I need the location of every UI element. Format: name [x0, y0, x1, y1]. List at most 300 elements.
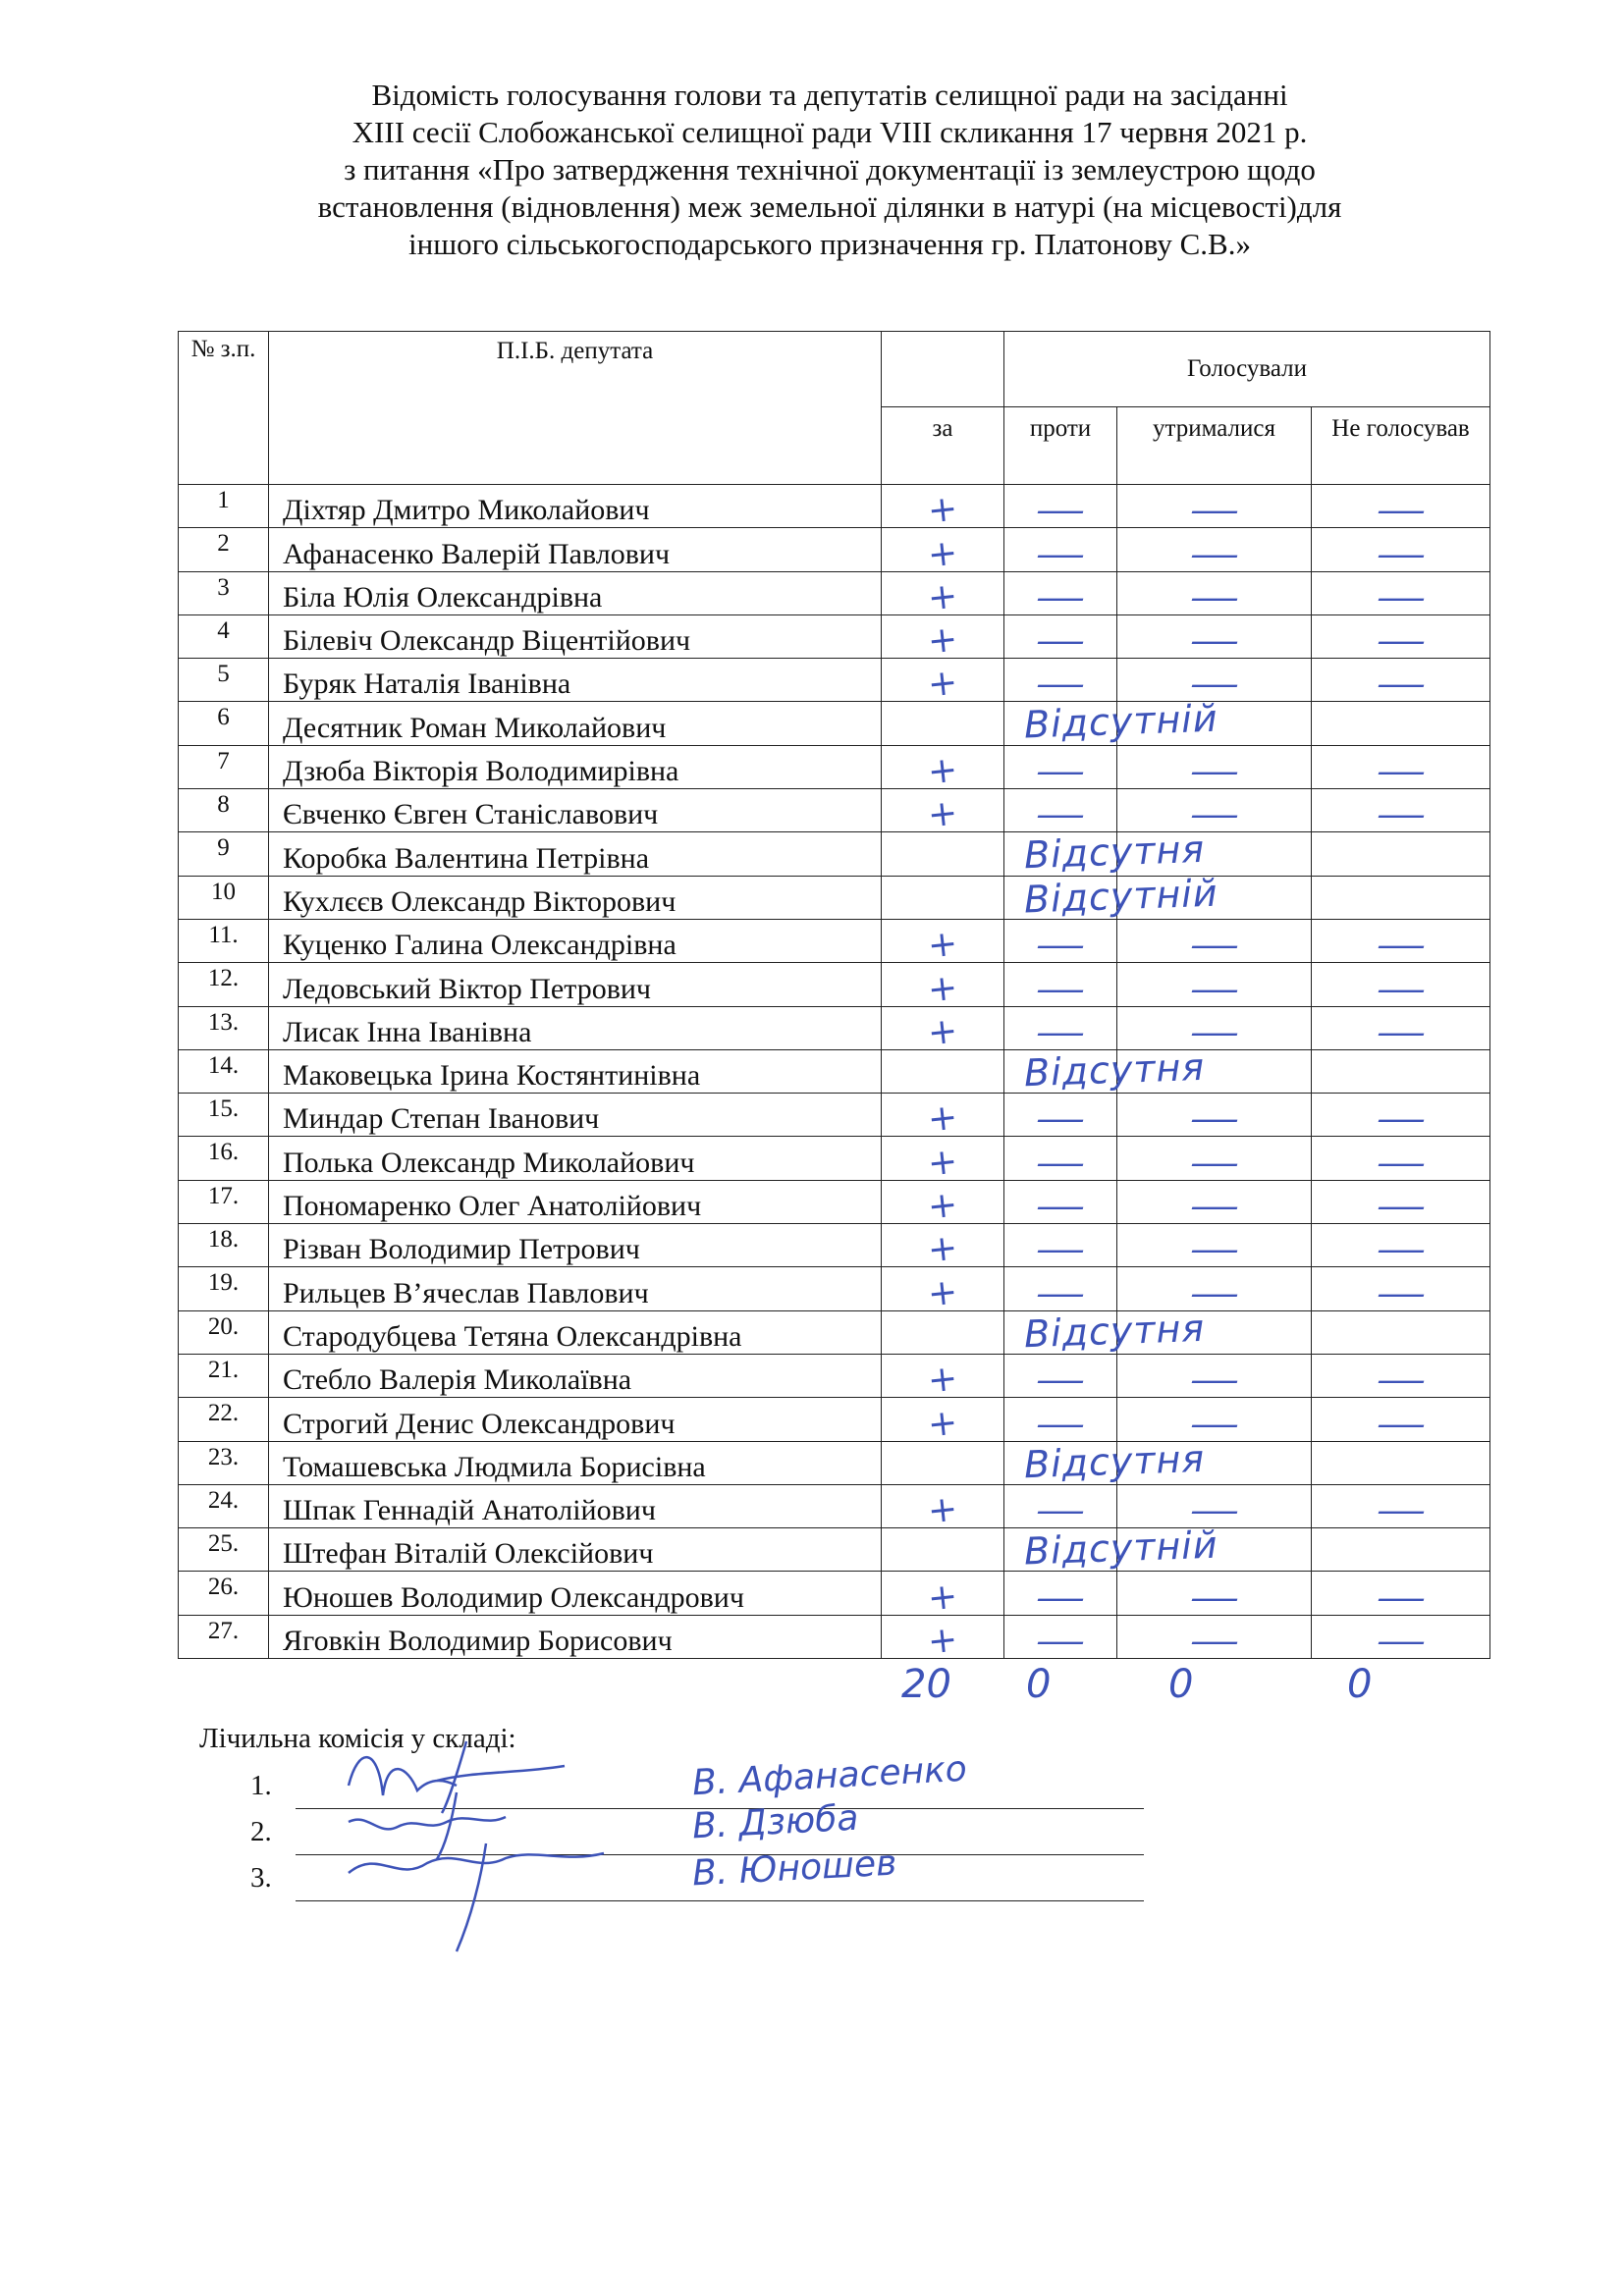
vote-against-cell [1004, 1044, 1206, 1095]
title-line: встановлення (відновлення) меж земельної ділянки в натурі (на місцевості)для [317, 189, 1342, 224]
vote-abstained-mark: — [1189, 1143, 1239, 1183]
vote-for-mark: + [925, 663, 960, 706]
vote-against-mark: — [1035, 1361, 1086, 1401]
vote-against-cell [1004, 1137, 1117, 1183]
table-row [179, 876, 1490, 919]
table-row [179, 1484, 1490, 1527]
row-number: 24. [179, 1484, 269, 1527]
vote-for-mark: + [925, 923, 960, 967]
row-number: 8 [179, 789, 269, 832]
vote-abstained-cell [1117, 614, 1312, 662]
deputy-name: Томашевська Людмила Борисівна [269, 1441, 882, 1484]
deputy-name: Стародубцева Тетяна Олександрівна [269, 1310, 882, 1354]
vote-abstained-cell [1117, 1441, 1312, 1484]
row-number: 5 [179, 659, 269, 702]
title-line: іншого сільськогосподарського призначення гр. Платонову С.В.» [408, 227, 1251, 261]
row-number: 4 [179, 614, 269, 658]
vote-not-voted-mark: — [1376, 926, 1427, 966]
absent-note: Відсутня [1023, 828, 1206, 878]
table-row [179, 1572, 1490, 1615]
vote-against-cell [1004, 1522, 1219, 1574]
member-number: 2. [250, 1816, 272, 1847]
vote-abstained-mark: — [1189, 1577, 1239, 1618]
row-number: 18. [179, 1224, 269, 1267]
vote-for-cell [882, 1528, 1004, 1572]
vote-abstained-cell [1117, 1310, 1312, 1354]
header-against: проти [1004, 407, 1117, 485]
table-row [179, 1615, 1490, 1658]
vote-for-cell [882, 745, 1004, 793]
vote-not-voted-mark: — [1376, 1361, 1427, 1401]
header-number: № з.п. [179, 332, 269, 485]
deputy-name: Стебло Валерія Миколаївна [269, 1354, 882, 1397]
vote-for-cell [882, 789, 1004, 836]
vote-for-mark: + [925, 575, 960, 619]
vote-against-mark: — [1035, 752, 1086, 792]
vote-against-mark: — [1035, 534, 1086, 574]
vote-abstained-mark: — [1189, 969, 1239, 1009]
vote-not-voted-mark: — [1376, 752, 1427, 792]
vote-for-cell [882, 963, 1004, 1011]
vote-abstained-cell [1117, 1267, 1312, 1313]
vote-abstained-mark: — [1189, 795, 1239, 835]
vote-not-voted-cell [1312, 1137, 1490, 1183]
vote-against-mark: — [1035, 1273, 1086, 1313]
vote-against-mark: — [1035, 491, 1086, 531]
vote-abstained-mark: — [1189, 1361, 1239, 1401]
deputy-name: Буряк Наталія Іванівна [269, 659, 882, 702]
table-row [179, 832, 1490, 876]
vote-for-cell [882, 1006, 1004, 1054]
vote-abstained-mark: — [1189, 1099, 1239, 1140]
vote-not-voted-cell [1312, 832, 1490, 876]
vote-against-mark: — [1035, 1187, 1086, 1227]
title-line: з питання «Про затвердження технічної документації із землеустрою щодо [344, 152, 1316, 187]
vote-against-mark: — [1035, 926, 1086, 966]
commission-member-row [250, 1842, 1144, 1901]
vote-abstained-mark: — [1189, 621, 1239, 662]
vote-for-mark: + [925, 1184, 960, 1228]
table-row [179, 1528, 1490, 1572]
vote-for-mark: + [925, 1010, 960, 1054]
vote-abstained-cell [1117, 1528, 1312, 1572]
vote-against-cell [1004, 789, 1117, 835]
row-number: 23. [179, 1441, 269, 1484]
deputy-name: Різван Володимир Петрович [269, 1224, 882, 1267]
table-row [179, 745, 1490, 788]
absent-note: Відсутній [1023, 697, 1219, 747]
vote-not-voted-cell [1312, 1094, 1490, 1140]
vote-against-mark: — [1035, 1143, 1086, 1183]
deputy-name: Маковецька Ірина Костянтинівна [269, 1049, 882, 1093]
table-row [179, 485, 1490, 528]
table-row [179, 1441, 1490, 1484]
vote-against-cell [1004, 1615, 1117, 1662]
table-row [179, 963, 1490, 1006]
vote-against-cell [1004, 614, 1117, 662]
row-number: 14. [179, 1049, 269, 1093]
vote-for-cell [882, 571, 1004, 619]
row-number: 6 [179, 702, 269, 745]
total-against: 0 [1026, 1662, 1052, 1707]
vote-against-cell [1004, 1354, 1117, 1401]
vote-abstained-cell [1117, 702, 1312, 745]
vote-not-voted-cell [1312, 745, 1490, 792]
table-row [179, 1310, 1490, 1354]
vote-not-voted-mark: — [1376, 1012, 1427, 1052]
vote-against-cell [1004, 963, 1117, 1009]
vote-against-cell [1004, 1006, 1117, 1052]
absent-note: Відсутня [1023, 1436, 1206, 1486]
vote-for-mark: + [925, 618, 960, 663]
row-number: 19. [179, 1267, 269, 1310]
vote-abstained-cell [1117, 1354, 1312, 1401]
deputy-name: Шпак Геннадій Анатолійович [269, 1484, 882, 1527]
table-row [179, 1180, 1490, 1223]
vote-against-cell [1004, 571, 1117, 617]
counting-commission-label: Лічильна комісія у складі: [199, 1723, 516, 1754]
vote-for-cell [882, 1224, 1004, 1271]
vote-abstained-mark: — [1189, 577, 1239, 617]
vote-not-voted-cell [1312, 614, 1490, 662]
deputy-name: Миндар Степан Іванович [269, 1094, 882, 1137]
vote-against-cell [1004, 697, 1219, 747]
vote-not-voted-mark: — [1376, 665, 1427, 705]
table-row [179, 1398, 1490, 1441]
vote-abstained-cell [1117, 1572, 1312, 1618]
vote-against-cell [1004, 528, 1117, 574]
total-for: 20 [901, 1662, 951, 1707]
vote-for-cell [882, 614, 1004, 663]
vote-not-voted-cell [1312, 1354, 1490, 1401]
row-number: 13. [179, 1006, 269, 1049]
table-row [179, 614, 1490, 658]
vote-abstained-cell [1117, 1180, 1312, 1227]
vote-not-voted-cell [1312, 1484, 1490, 1531]
deputy-name: Штефан Віталій Олексійович [269, 1528, 882, 1572]
vote-not-voted-cell [1312, 1398, 1490, 1444]
row-number: 26. [179, 1572, 269, 1615]
vote-not-voted-cell [1312, 789, 1490, 835]
vote-not-voted-mark: — [1376, 1273, 1427, 1313]
vote-for-mark: + [925, 967, 960, 1011]
vote-abstained-cell [1117, 571, 1312, 617]
deputy-name: Юношев Володимир Олександрович [269, 1572, 882, 1615]
vote-abstained-mark: — [1189, 491, 1239, 531]
vote-not-voted-cell [1312, 1572, 1490, 1618]
vote-abstained-cell [1117, 485, 1312, 531]
vote-not-voted-cell [1312, 1310, 1490, 1354]
vote-for-mark: + [925, 1575, 960, 1620]
vote-not-voted-mark: — [1376, 1099, 1427, 1140]
vote-against-mark: — [1035, 1491, 1086, 1531]
header-not-voted: Не голосував [1312, 407, 1490, 485]
row-number: 11. [179, 919, 269, 962]
deputy-name: Десятник Роман Миколайович [269, 702, 882, 745]
table-row [179, 789, 1490, 832]
vote-not-voted-mark: — [1376, 621, 1427, 662]
vote-not-voted-cell [1312, 528, 1490, 574]
row-number: 22. [179, 1398, 269, 1441]
table-row [179, 1354, 1490, 1397]
vote-for-cell [882, 1398, 1004, 1445]
vote-not-voted-cell [1312, 1180, 1490, 1227]
vote-not-voted-mark: — [1376, 1230, 1427, 1270]
vote-against-mark: — [1035, 1230, 1086, 1270]
document-title [118, 77, 1542, 263]
row-number: 17. [179, 1180, 269, 1223]
vote-against-mark: — [1035, 795, 1086, 835]
vote-for-mark: + [925, 1358, 960, 1402]
vote-for-cell [882, 832, 1004, 876]
vote-not-voted-cell [1312, 1006, 1490, 1052]
vote-abstained-mark: — [1189, 534, 1239, 574]
member-handwritten-name: В. Юношев [691, 1842, 898, 1895]
vote-against-cell [1004, 1267, 1117, 1313]
voting-table [178, 331, 1490, 1663]
vote-for-cell [882, 1615, 1004, 1663]
vote-against-cell [1004, 1094, 1117, 1140]
row-number: 27. [179, 1615, 269, 1658]
deputy-name: Євченко Євген Станіславович [269, 789, 882, 832]
vote-abstained-mark: — [1189, 1404, 1239, 1444]
deputy-name: Афанасенко Валерій Павлович [269, 528, 882, 571]
vote-not-voted-cell [1312, 485, 1490, 531]
row-number: 10 [179, 876, 269, 919]
vote-abstained-mark: — [1189, 1230, 1239, 1270]
row-number: 12. [179, 963, 269, 1006]
total-abstained: 0 [1168, 1662, 1194, 1707]
deputy-name: Полька Олександр Миколайович [269, 1137, 882, 1180]
vote-against-mark: — [1035, 1012, 1086, 1052]
deputy-name: Біла Юлія Олександрівна [269, 571, 882, 614]
vote-against-mark: — [1035, 577, 1086, 617]
vote-not-voted-mark: — [1376, 577, 1427, 617]
vote-abstained-cell [1117, 659, 1312, 705]
deputy-name: Куценко Галина Олександрівна [269, 919, 882, 962]
table-row [179, 1137, 1490, 1180]
vote-against-mark: — [1035, 1622, 1086, 1662]
vote-not-voted-mark: — [1376, 491, 1427, 531]
header-deputy-name: П.І.Б. депутата [269, 332, 882, 485]
vote-for-mark: + [925, 532, 960, 576]
vote-for-cell [882, 876, 1004, 919]
vote-abstained-cell [1117, 1484, 1312, 1531]
deputy-name: Рильцев В’ячеслав Павлович [269, 1267, 882, 1310]
vote-against-cell [1004, 659, 1117, 705]
deputy-name: Ледовський Віктор Петрович [269, 963, 882, 1006]
member-handwritten-name: В. Афанасенко [691, 1748, 968, 1804]
vote-abstained-cell [1117, 1094, 1312, 1140]
row-number: 21. [179, 1354, 269, 1397]
row-number: 9 [179, 832, 269, 876]
vote-against-cell [1004, 1484, 1117, 1531]
table-row [179, 1267, 1490, 1310]
vote-abstained-cell [1117, 1615, 1312, 1662]
vote-abstained-cell [1117, 1137, 1312, 1183]
deputy-name: Білевіч Олександр Віцентійович [269, 614, 882, 658]
vote-not-voted-mark: — [1376, 1404, 1427, 1444]
vote-for-cell [882, 702, 1004, 745]
vote-abstained-cell [1117, 1006, 1312, 1052]
vote-abstained-cell [1117, 919, 1312, 966]
vote-for-mark: + [925, 1271, 960, 1315]
member-handwritten-name: В. Дзюба [691, 1797, 860, 1847]
vote-abstained-mark: — [1189, 926, 1239, 966]
vote-abstained-cell [1117, 1224, 1312, 1270]
vote-not-voted-cell [1312, 1267, 1490, 1313]
table-row [179, 1006, 1490, 1049]
vote-against-cell [1004, 1436, 1206, 1486]
header-blank [882, 332, 1004, 407]
vote-not-voted-cell [1312, 1049, 1490, 1093]
vote-for-cell [882, 1094, 1004, 1141]
vote-abstained-cell [1117, 1049, 1312, 1093]
vote-abstained-cell [1117, 789, 1312, 835]
vote-not-voted-cell [1312, 919, 1490, 966]
vote-for-cell [882, 1310, 1004, 1354]
vote-for-cell [882, 659, 1004, 706]
vote-abstained-mark: — [1189, 1187, 1239, 1227]
vote-against-mark: — [1035, 621, 1086, 662]
row-number: 3 [179, 571, 269, 614]
row-number: 16. [179, 1137, 269, 1180]
absent-note: Відсутня [1023, 1306, 1206, 1356]
row-number: 20. [179, 1310, 269, 1354]
vote-for-cell [882, 919, 1004, 967]
vote-not-voted-cell [1312, 702, 1490, 745]
vote-not-voted-mark: — [1376, 1622, 1427, 1662]
vote-for-cell [882, 1484, 1004, 1532]
vote-for-cell [882, 1180, 1004, 1228]
vote-against-mark: — [1035, 1099, 1086, 1140]
vote-not-voted-cell [1312, 659, 1490, 705]
vote-for-mark: + [925, 1096, 960, 1141]
header-voted: Голосували [1004, 332, 1490, 407]
vote-abstained-cell [1117, 963, 1312, 1009]
vote-abstained-mark: — [1189, 1012, 1239, 1052]
vote-for-cell [882, 1572, 1004, 1620]
vote-not-voted-cell [1312, 1441, 1490, 1484]
table-row [179, 1049, 1490, 1093]
vote-abstained-cell [1117, 528, 1312, 574]
row-number: 25. [179, 1528, 269, 1572]
row-number: 15. [179, 1094, 269, 1137]
absent-note: Відсутня [1023, 1044, 1206, 1095]
vote-for-mark: + [925, 1402, 960, 1445]
vote-for-mark: + [925, 1619, 960, 1663]
vote-against-cell [1004, 1306, 1206, 1356]
vote-not-voted-cell [1312, 876, 1490, 919]
member-number: 3. [250, 1862, 272, 1894]
deputy-name: Діхтяр Дмитро Миколайович [269, 485, 882, 528]
vote-against-cell [1004, 1180, 1117, 1227]
vote-for-mark: + [925, 749, 960, 793]
vote-against-cell [1004, 1572, 1117, 1618]
vote-abstained-mark: — [1189, 752, 1239, 792]
vote-against-mark: — [1035, 1577, 1086, 1618]
vote-not-voted-mark: — [1376, 1143, 1427, 1183]
deputy-name: Кухлєєв Олександр Вікторович [269, 876, 882, 919]
vote-not-voted-cell [1312, 571, 1490, 617]
vote-not-voted-cell [1312, 1224, 1490, 1270]
deputy-name: Лисак Інна Іванівна [269, 1006, 882, 1049]
signature-image [339, 1829, 633, 1956]
absent-note: Відсутній [1023, 1522, 1219, 1574]
vote-abstained-mark: — [1189, 1491, 1239, 1531]
vote-for-mark: + [925, 488, 960, 532]
vote-not-voted-mark: — [1376, 969, 1427, 1009]
total-not-voted: 0 [1347, 1662, 1373, 1707]
vote-for-mark: + [925, 792, 960, 836]
vote-not-voted-mark: — [1376, 1187, 1427, 1227]
vote-for-cell [882, 1354, 1004, 1402]
vote-not-voted-mark: — [1376, 1577, 1427, 1618]
vote-against-cell [1004, 828, 1206, 878]
vote-against-cell [1004, 485, 1117, 531]
vote-against-cell [1004, 1398, 1117, 1444]
vote-for-mark: + [925, 1488, 960, 1532]
vote-against-cell [1004, 1224, 1117, 1270]
deputy-name: Строгий Денис Олександрович [269, 1398, 882, 1441]
vote-abstained-mark: — [1189, 1273, 1239, 1313]
absent-note: Відсутній [1023, 871, 1219, 922]
vote-totals [0, 1662, 1624, 1721]
vote-not-voted-cell [1312, 1615, 1490, 1662]
vote-not-voted-cell [1312, 963, 1490, 1009]
vote-abstained-mark: — [1189, 665, 1239, 705]
vote-not-voted-mark: — [1376, 795, 1427, 835]
deputy-name: Яговкін Володимир Борисович [269, 1615, 882, 1658]
vote-for-mark: + [925, 1141, 960, 1185]
deputy-name: Пономаренко Олег Анатолійович [269, 1180, 882, 1223]
vote-not-voted-mark: — [1376, 534, 1427, 574]
vote-abstained-cell [1117, 832, 1312, 876]
vote-against-mark: — [1035, 665, 1086, 705]
table-row [179, 659, 1490, 702]
vote-against-cell [1004, 745, 1117, 792]
table-row [179, 571, 1490, 614]
vote-for-cell [882, 1267, 1004, 1315]
title-line: Відомість голосування голови та депутатів селищної ради на засіданні [371, 78, 1288, 112]
vote-against-cell [1004, 871, 1219, 922]
vote-abstained-cell [1117, 745, 1312, 792]
member-number: 1. [250, 1770, 272, 1801]
title-line: ХІІІ сесії Слобожанської селищної ради VIII скликання 17 червня 2021 р. [352, 115, 1308, 149]
vote-not-voted-cell [1312, 1528, 1490, 1572]
vote-for-cell [882, 485, 1004, 532]
table-row [179, 1224, 1490, 1267]
row-number: 7 [179, 745, 269, 788]
table-row [179, 702, 1490, 745]
vote-for-cell [882, 1049, 1004, 1093]
vote-for-cell [882, 1137, 1004, 1185]
vote-for-cell [882, 528, 1004, 576]
vote-against-cell [1004, 919, 1117, 966]
deputy-name: Коробка Валентина Петрівна [269, 832, 882, 876]
table-row [179, 528, 1490, 571]
vote-for-cell [882, 1441, 1004, 1484]
row-number: 2 [179, 528, 269, 571]
voting-table-body [179, 485, 1490, 1663]
vote-abstained-mark: — [1189, 1622, 1239, 1662]
header-for: за [882, 407, 1004, 485]
table-row [179, 919, 1490, 962]
vote-for-mark: + [925, 1227, 960, 1271]
header-abstained: утрималися [1117, 407, 1312, 485]
vote-abstained-cell [1117, 876, 1312, 919]
deputy-name: Дзюба Вікторія Володимирівна [269, 745, 882, 788]
